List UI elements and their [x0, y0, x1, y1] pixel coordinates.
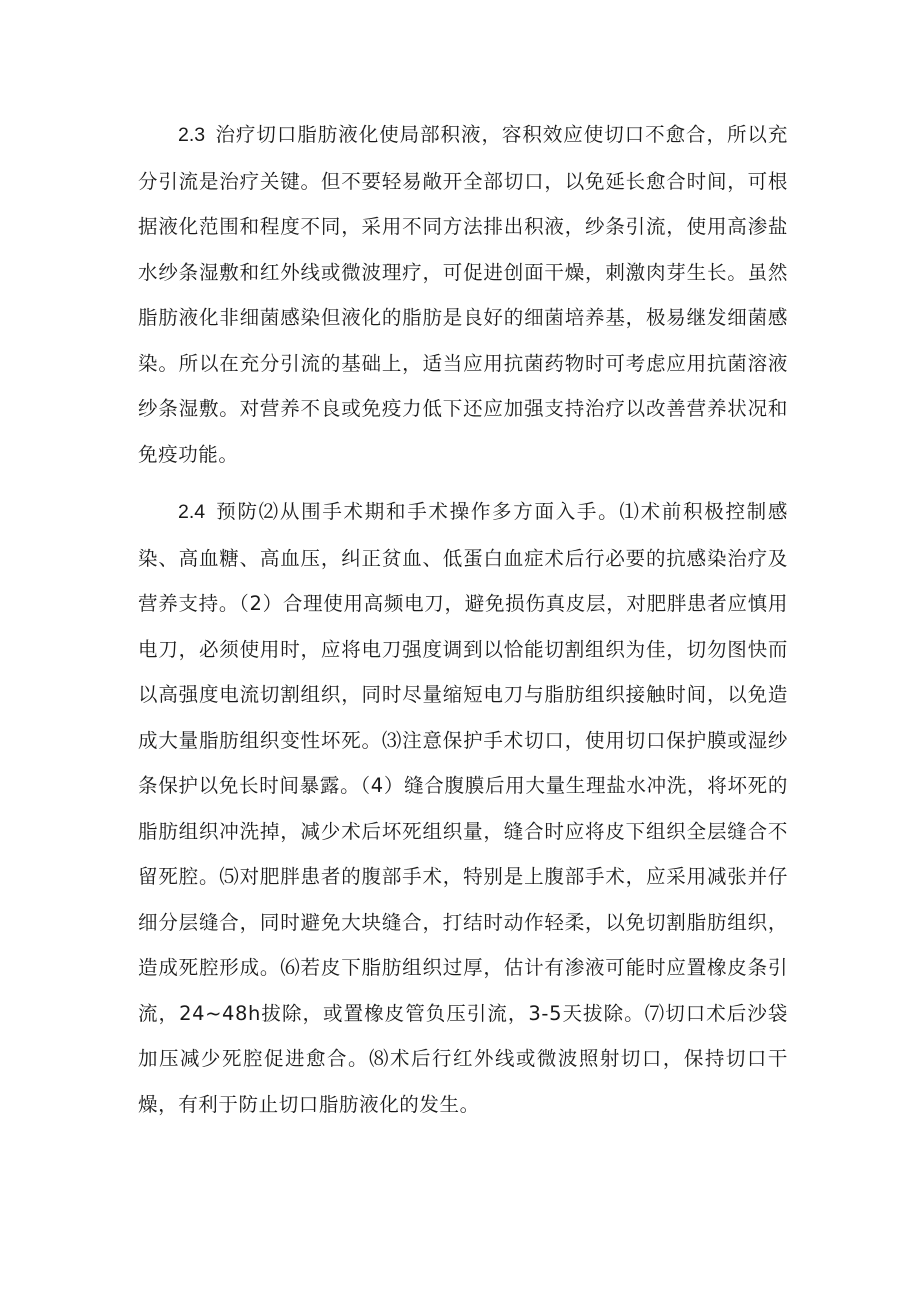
section-number: 2.4 [178, 501, 206, 523]
section-2-4-paragraph [138, 489, 788, 1127]
section-text: 治疗切口脂肪液化使局部积液，容积效应使切口不愈合，所以充分引流是治疗关键。但不要轻易敞开全部切口，以免延长愈合时间，可根据液化范围和程度不同，采用不同方法排出积液，纱条引流，使用高渗盐水纱条湿敷和红外线或微波理疗，可促进创面干燥，刺激肉芽生长。虽然脂肪液化非细菌感染但液化的脂肪是良好的细菌培养基，极易继发细菌感染。所以在充分引流的基础上，适当应用抗菌药物时可考虑应用抗菌溶液纱条湿敷。对营养不良或免疫力低下还应加强支持治疗以改善营养状况和免疫功能。 [138, 123, 788, 466]
section-number: 2.3 [178, 124, 206, 146]
document-body [138, 112, 788, 1139]
section-text: 预防⑵从围手术期和手术操作多方面入手。⑴术前积极控制感染、高血糖、高血压，纠正贫血、低蛋白血症术后行必要的抗感染治疗及营养支持。（2）合理使用高频电刀，避免损伤真皮层，对肥胖患者应慎用电刀，必须使用时，应将电刀强度调到以恰能切割组织为佳，切勿图快而以高强度电流切割组织，同时尽量缩短电刀与脂肪组织接触时间，以免造成大量脂肪组织变性坏死。⑶注意保护手术切口，使用切口保护膜或湿纱条保护以免长时间暴露。（4）缝合腹膜后用大量生理盐水冲洗，将坏死的脂肪组织冲洗掉，减少术后坏死组织量，缝合时应将皮下组织全层缝合不留死腔。⑸对肥胖患者的腹部手术，特别是上腹部手术，应采用减张并仔细分层缝合，同时避免大块缝合，打结时动作轻柔，以免切割脂肪组织，造成死腔形成。⑹若皮下脂肪组织过厚，估计有渗液可能时应置橡皮条引流，24~48h拔除，或置橡皮管负压引流，3-5天拔除。⑺切口术后沙袋加压减少死腔促进愈合。⑻术后行红外线或微波照射切口，保持切口干燥，有利于防止切口脂肪液化的发生。 [138, 500, 788, 1116]
section-2-3-paragraph [138, 112, 788, 477]
